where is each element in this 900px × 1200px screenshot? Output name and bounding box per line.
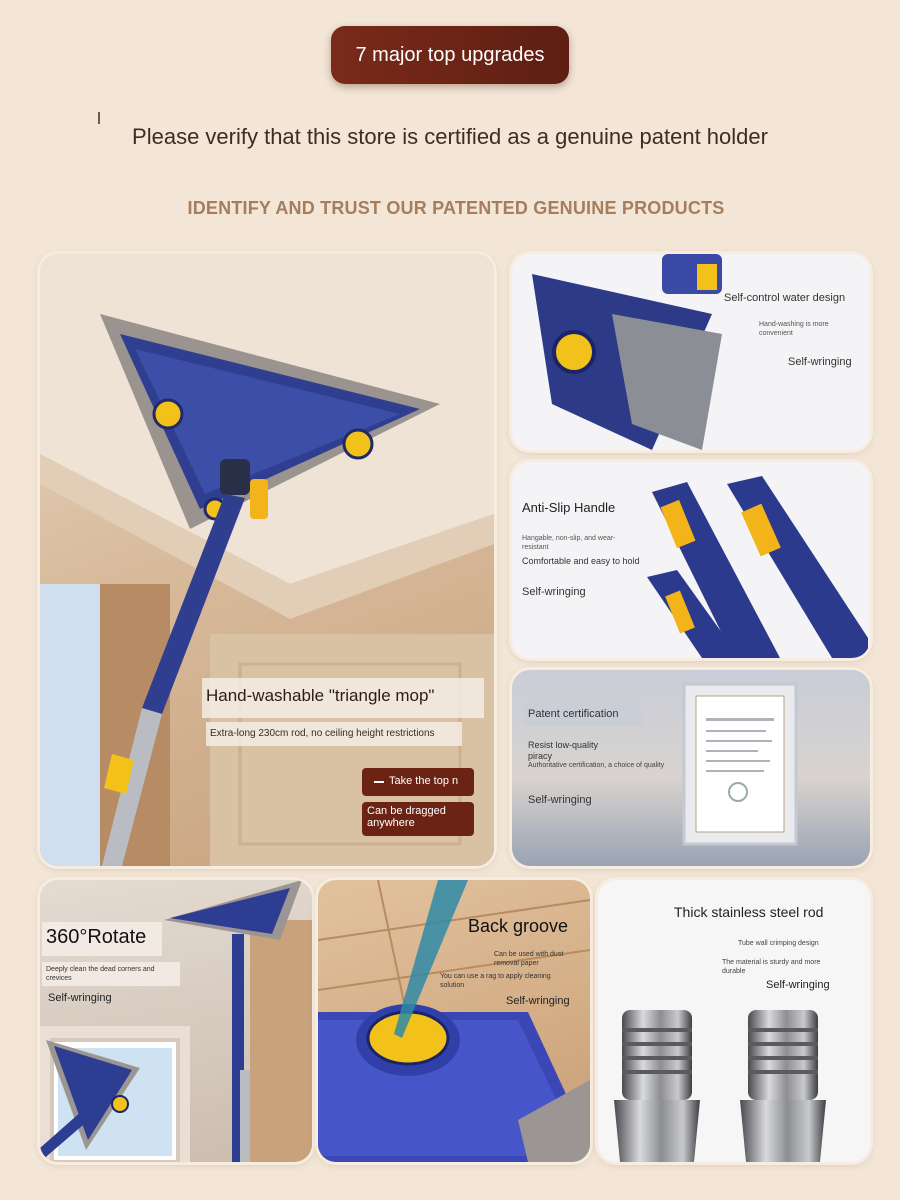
patent-title: Patent certification xyxy=(528,708,619,720)
rotate-title: 360°Rotate xyxy=(46,926,147,948)
water-tag: Self-wringing xyxy=(788,356,852,368)
take-top-tag xyxy=(362,768,474,796)
card-360-rotate xyxy=(40,880,312,1162)
card-triangle-mop xyxy=(40,254,494,866)
decorative-mark xyxy=(98,112,100,124)
groove-sub1: Can be used with dust removal paper xyxy=(494,951,564,967)
water-sub: Hand-washing is more convenient xyxy=(759,321,829,337)
top-upgrades-banner xyxy=(331,26,569,84)
groove-title: Back groove xyxy=(468,916,569,936)
banner-label: 7 major top upgrades xyxy=(355,43,545,66)
main-card-subtitle: Extra-long 230cm rod, no ceiling height restrictions xyxy=(210,728,435,739)
patent-tag: Self-wringing xyxy=(528,794,592,806)
groove-sub2: You can use a rag to apply cleaning solution xyxy=(440,973,551,989)
card-back-groove xyxy=(318,880,590,1162)
drag-anywhere-label: Can be dragged anywhere xyxy=(367,805,446,829)
take-top-label: Take the top n xyxy=(389,775,459,787)
drag-anywhere-tag xyxy=(362,802,474,836)
handle-tag: Self-wringing xyxy=(522,586,586,598)
steel-tag: Self-wringing xyxy=(766,979,830,991)
verify-text: Please verify that this store is certified as a genuine patent holder xyxy=(132,124,768,149)
steel-title: Thick stainless steel rod xyxy=(674,904,824,920)
mop-base-illustration xyxy=(512,254,870,450)
card-anti-slip-handle xyxy=(512,462,870,658)
patent-sub2: Authoritative certification, a choice of quality xyxy=(528,762,665,769)
steel-sub2: The material is sturdy and more durable xyxy=(722,959,821,975)
card-stainless-steel xyxy=(598,880,870,1162)
card-patent-certification xyxy=(512,670,870,866)
identify-heading: IDENTIFY AND TRUST OUR PATENTED GENUINE PRODUCTS xyxy=(187,198,725,218)
main-card-title: Hand-washable "triangle mop" xyxy=(206,686,435,705)
dash-icon xyxy=(374,781,384,783)
patent-sub1: Resist low-quality piracy xyxy=(528,740,599,761)
rotate-sub: Deeply clean the dead corners and crevices xyxy=(46,966,155,982)
water-title: Self-control water design xyxy=(724,292,846,304)
groove-tag: Self-wringing xyxy=(506,995,570,1007)
steel-rods-illustration xyxy=(598,880,870,1162)
handle-title: Anti-Slip Handle xyxy=(522,500,616,515)
card-water-design xyxy=(512,254,870,450)
steel-sub1: Tube wall crimping design xyxy=(738,940,819,947)
rotate-tag: Self-wringing xyxy=(48,992,112,1004)
handle-sub2: Comfortable and easy to hold xyxy=(522,556,640,566)
handle-sub1: Hangable, non-slip, and wear-resistant xyxy=(522,535,616,551)
